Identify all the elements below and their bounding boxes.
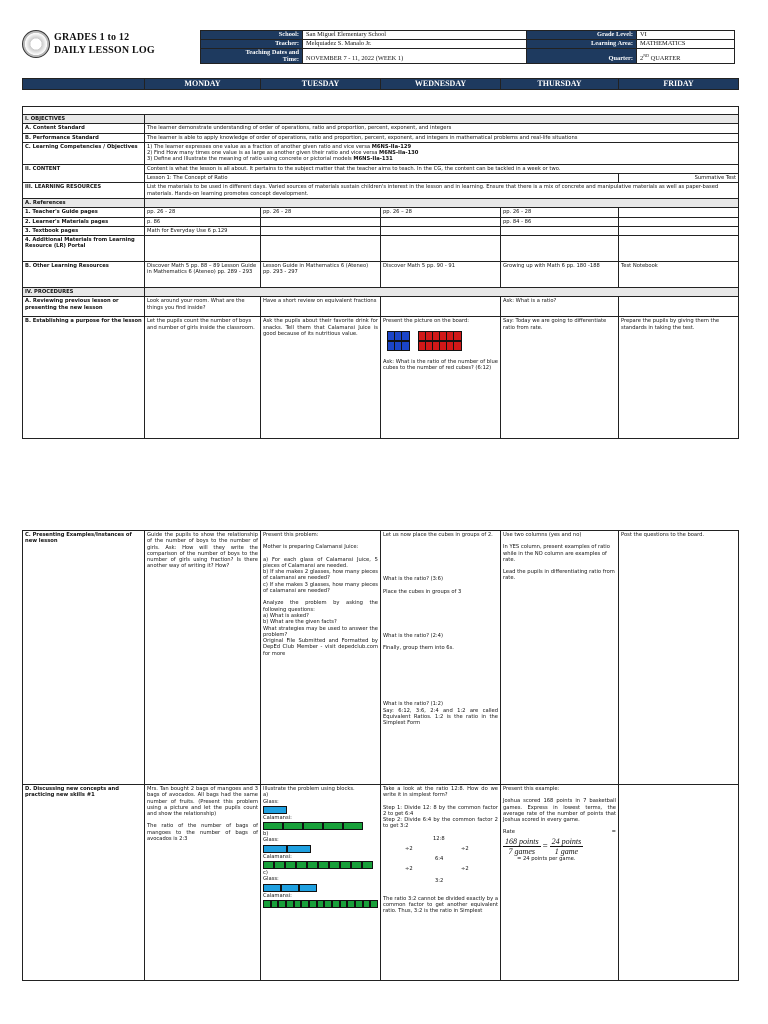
resources-heading: III. LEARNING RESOURCES: [23, 183, 145, 199]
procedures-heading: IV. PROCEDURES: [23, 288, 145, 297]
red-cubes: [418, 331, 460, 351]
tg-friday: [619, 208, 739, 217]
proc-d-thursday: Present this example: Joshua scored 168 points in 7 basketball games. Express in lowest terms, the average rate of the number of points that Joshua scored in every game. Rate = $\frac{\text{168 points}}{\text{7 games}}$ = $\frac{\text{24 points}}{\text{1 game}}$ = 24 points per game.: [501, 785, 619, 981]
content-lesson-title: Lesson 1: The Concept of Ratio: [145, 174, 619, 183]
tb-label: 3. Textbook pages: [23, 226, 145, 235]
proc-c-monday: Guide the pupils to show the relationship of the number of boys to the number of girls. Ask: How will they write the comparison of the number of boys to the number of girls using fraction? Is there another way of writing it? How?: [145, 531, 261, 785]
day-header-bar: [22, 78, 739, 90]
lm-wednesday: [381, 217, 501, 226]
proc-b-tuesday: Ask the pupils about their favorite drink for snacks. Tell them that Calamansi Juice is good because of its nutritious value.: [261, 317, 381, 439]
tg-tuesday: pp. 26 - 28: [261, 208, 381, 217]
proc-a-friday: [619, 297, 739, 317]
day-wednesday: WEDNESDAY: [381, 79, 501, 90]
competencies-label: C. Learning Competencies / Objectives: [23, 142, 145, 164]
area-label: Learning Area:: [527, 40, 637, 49]
red-cube: [453, 331, 462, 341]
tg-monday: pp. 26 - 28: [145, 208, 261, 217]
performance-standard-text: The learner is able to apply knowledge of order of operations, ratio and proportion, percent, exponent, and integers in mathematical problems and real-life situations: [145, 133, 739, 142]
proc-c-label: C. Presenting Examples/Instances of new lesson: [23, 531, 145, 785]
rate-equation: $\frac{\text{168 points}}{\text{7 games}}$ = $\frac{\text{24 points}}{\text{1 game}}$: [505, 836, 582, 856]
ratio-division-diagram: 12:8 ÷2 ÷2 6:4 ÷2 ÷2 3:2: [405, 835, 469, 884]
red-cube: [453, 341, 462, 351]
proc-c-tuesday: Present this problem: Mother is preparing Calamansi Juice: a) For each glass of Calamansi Juice, 5 pieces of Calamansi are needed. b) If she makes 2 glasses, how many pieces of calamansi are needed? c) If she makes 3 glasses, how many pieces of calamansi are needed? Analyze the problem by asking the following questions: a) What is asked? b) What are the given facts? What strategies may be used to answer the problem? Original File Submitted and Formatted by DepEd Club Member - visit depedclub.com for more: [261, 531, 381, 785]
other-friday: Test Notebook: [619, 262, 739, 288]
lm-label: 2. Learner's Materials pages: [23, 217, 145, 226]
proc-b-label: B. Establishing a purpose for the lesson: [23, 317, 145, 439]
header-info-table: [200, 30, 735, 64]
performance-standard-label: B. Performance Standard: [23, 133, 145, 142]
proc-d-tuesday: Illustrate the problem using blocks. a) Glass: Calamansi: b) Glass: Calamansi: c) Glass: Calamansi:: [261, 785, 381, 981]
additional-materials-label: 4. Additional Materials from Learning Resource (LR) Portal: [23, 236, 145, 262]
deped-seal-logo: [22, 30, 50, 58]
objectives-heading: I. OBJECTIVES: [23, 115, 145, 124]
lm-thursday: pp. 84 - 86: [501, 217, 619, 226]
day-header-blank: [23, 79, 145, 90]
proc-d-wednesday: Take a look at the ratio 12:8. How do we write it in simplest form? Step 1: Divide 12: 8 by the common factor 2 to get 6:4 Step 2: Divide 6:4 by the common factor 2 to get 3:2 12:8 ÷2 ÷2 6:4 ÷2 ÷2 3:2 The ratio 3:2 cannot be divided exactly by a common factor to get another equivalent ratio. Thus, 3:2 is the ratio in Simplest: [381, 785, 501, 981]
title-line-1: GRADES 1 to 12: [54, 32, 130, 43]
dates-value: NOVEMBER 7 - 11, 2022 (WEEK 1): [303, 49, 527, 64]
tb-wednesday: [381, 226, 501, 235]
day-thursday: THURSDAY: [501, 79, 619, 90]
area-value: MATHEMATICS: [637, 40, 735, 49]
tb-friday: [619, 226, 739, 235]
blue-cube: [401, 341, 410, 351]
other-thursday: Growing up with Math 6 pp. 180 -188: [501, 262, 619, 288]
proc-b-friday: Prepare the pupils by giving them the standards in taking the test.: [619, 317, 739, 439]
proc-c-thursday: Use two columns (yes and no) In YES column, present examples of ratio while in the NO column are examples of rate. Lead the pupils in differentiating ratio from rate.: [501, 531, 619, 785]
quarter-label: Quarter:: [527, 49, 637, 64]
proc-d-monday: Mrs. Tan bought 2 bags of mangoes and 3 bags of avocados. All bags had the same number of fruits. (Present this problem using a picture and let the pupils count and show the relationship) The ratio of the number of bags of mangoes to the number of bags of avocados is 2:3: [145, 785, 261, 981]
proc-a-thursday: Ask: What is a ratio?: [501, 297, 619, 317]
lm-tuesday: [261, 217, 381, 226]
other-resources-label: B. Other Learning Resources: [23, 262, 145, 288]
proc-b-thursday: Say: Today we are going to differentiate ratio from rate.: [501, 317, 619, 439]
proc-d-friday: [619, 785, 739, 981]
tg-thursday: pp. 26 - 28: [501, 208, 619, 217]
proc-a-monday: Look around your room. What are the things you find inside?: [145, 297, 261, 317]
rate-label-row: Rate =: [503, 829, 616, 836]
proc-a-wednesday: [381, 297, 501, 317]
references-label: A. References: [23, 198, 145, 207]
tb-thursday: [501, 226, 619, 235]
day-friday: FRIDAY: [619, 79, 739, 90]
calamansi-blocks-c: [263, 900, 378, 908]
content-heading: II. CONTENT: [23, 164, 145, 183]
school-value: San Miguel Elementary School: [303, 31, 527, 40]
proc-b-monday: Let the pupils count the number of boys and number of girls inside the classroom.: [145, 317, 261, 439]
school-label: School:: [201, 31, 303, 40]
glass-blocks-a: [263, 806, 378, 814]
proc-a-label: A. Reviewing previous lesson or presenting the new lesson: [23, 297, 145, 317]
content-friday: Summative Test: [619, 174, 739, 183]
grade-label: Grade Level:: [527, 31, 637, 40]
resources-description: List the materials to be used in different days. Varied sources of materials sustain children's interest in the lesson and in learning. Ensure that there is a mix of concrete and manipulative materials as well as paper-based materials. Hands-on learning promotes concept development.: [145, 183, 739, 199]
competencies-text: 1) The learner expresses one value as a fraction of another given ratio and vice versa M6NS-IIa-129 2) Find How many times one value is as large as another given their ratio and vice versa M6NS-IIa-130 3) Define and Illustrate the meaning of ratio using concrete or pictorial models M6NS-IIa-131: [145, 142, 739, 164]
spacer-row: [23, 107, 739, 115]
glass-blocks-b: [263, 845, 378, 853]
proc-c-friday: Post the questions to the board.: [619, 531, 739, 785]
tg-label: 1. Teacher's Guide pages: [23, 208, 145, 217]
other-monday: Discover Math 5 pp. 88 – 89 Lesson Guide in Mathematics 6 (Ateneo) pp. 289 - 293: [145, 262, 261, 288]
title-line-2: DAILY LESSON LOG: [54, 45, 155, 56]
proc-c-wednesday: Let us now place the cubes in groups of 2. What is the ratio? (3:6) Place the cubes in groups of 3 What is the ratio? (2:4) Finally, group them into 6s. What is the ratio? (1:2) Say: 6:12, 3:6, 2:4 and 1:2 are called Equivalent Ratios. 1:2 is the ratio in the Simplest Form: [381, 531, 501, 785]
dates-label: Teaching Dates and Time:: [201, 49, 303, 64]
glass-blocks-c: [263, 884, 378, 892]
proc-d-label: D. Discussing new concepts and practicing new skills #1: [23, 785, 145, 981]
lesson-log-table-1: [22, 106, 739, 439]
blue-cubes: [387, 331, 408, 351]
tb-monday: Math for Everyday Use 6 p.129: [145, 226, 261, 235]
tb-tuesday: [261, 226, 381, 235]
lm-friday: [619, 217, 739, 226]
calamansi-blocks-a: [263, 822, 378, 830]
teacher-label: Teacher:: [201, 40, 303, 49]
proc-a-tuesday: Have a short review on equivalent fractions: [261, 297, 381, 317]
day-monday: MONDAY: [145, 79, 261, 90]
other-tuesday: Lesson Guide in Mathematics 6 (Ateneo) pp. 293 - 297: [261, 262, 381, 288]
content-standard-label: A. Content Standard: [23, 124, 145, 133]
calamansi-blocks-b: [263, 861, 378, 869]
teacher-value: Melquiadez S. Manalo Jr.: [303, 40, 527, 49]
lesson-log-table-2: [22, 530, 739, 981]
content-description: Content is what the lesson is all about. It pertains to the subject matter that the teacher aims to teach. In the CG, the content can be tackled in a week or two.: [145, 164, 739, 173]
lm-monday: p. 86: [145, 217, 261, 226]
quarter-value: 2ND QUARTER: [637, 49, 735, 64]
grade-value: VI: [637, 31, 735, 40]
other-wednesday: Discover Math 5 pp. 90 - 91: [381, 262, 501, 288]
cubes-picture: [387, 331, 498, 351]
tg-wednesday: pp. 26 – 28: [381, 208, 501, 217]
day-tuesday: TUESDAY: [261, 79, 381, 90]
content-standard-text: The learner demonstrate understanding of order of operations, ratio and proportion, percent, exponent, and integers: [145, 124, 739, 133]
proc-b-wednesday: Present the picture on the board: Ask: What is the ratio of the number of blue cubes to the number of red cubes? (6:12): [381, 317, 501, 439]
blue-cube: [401, 331, 410, 341]
